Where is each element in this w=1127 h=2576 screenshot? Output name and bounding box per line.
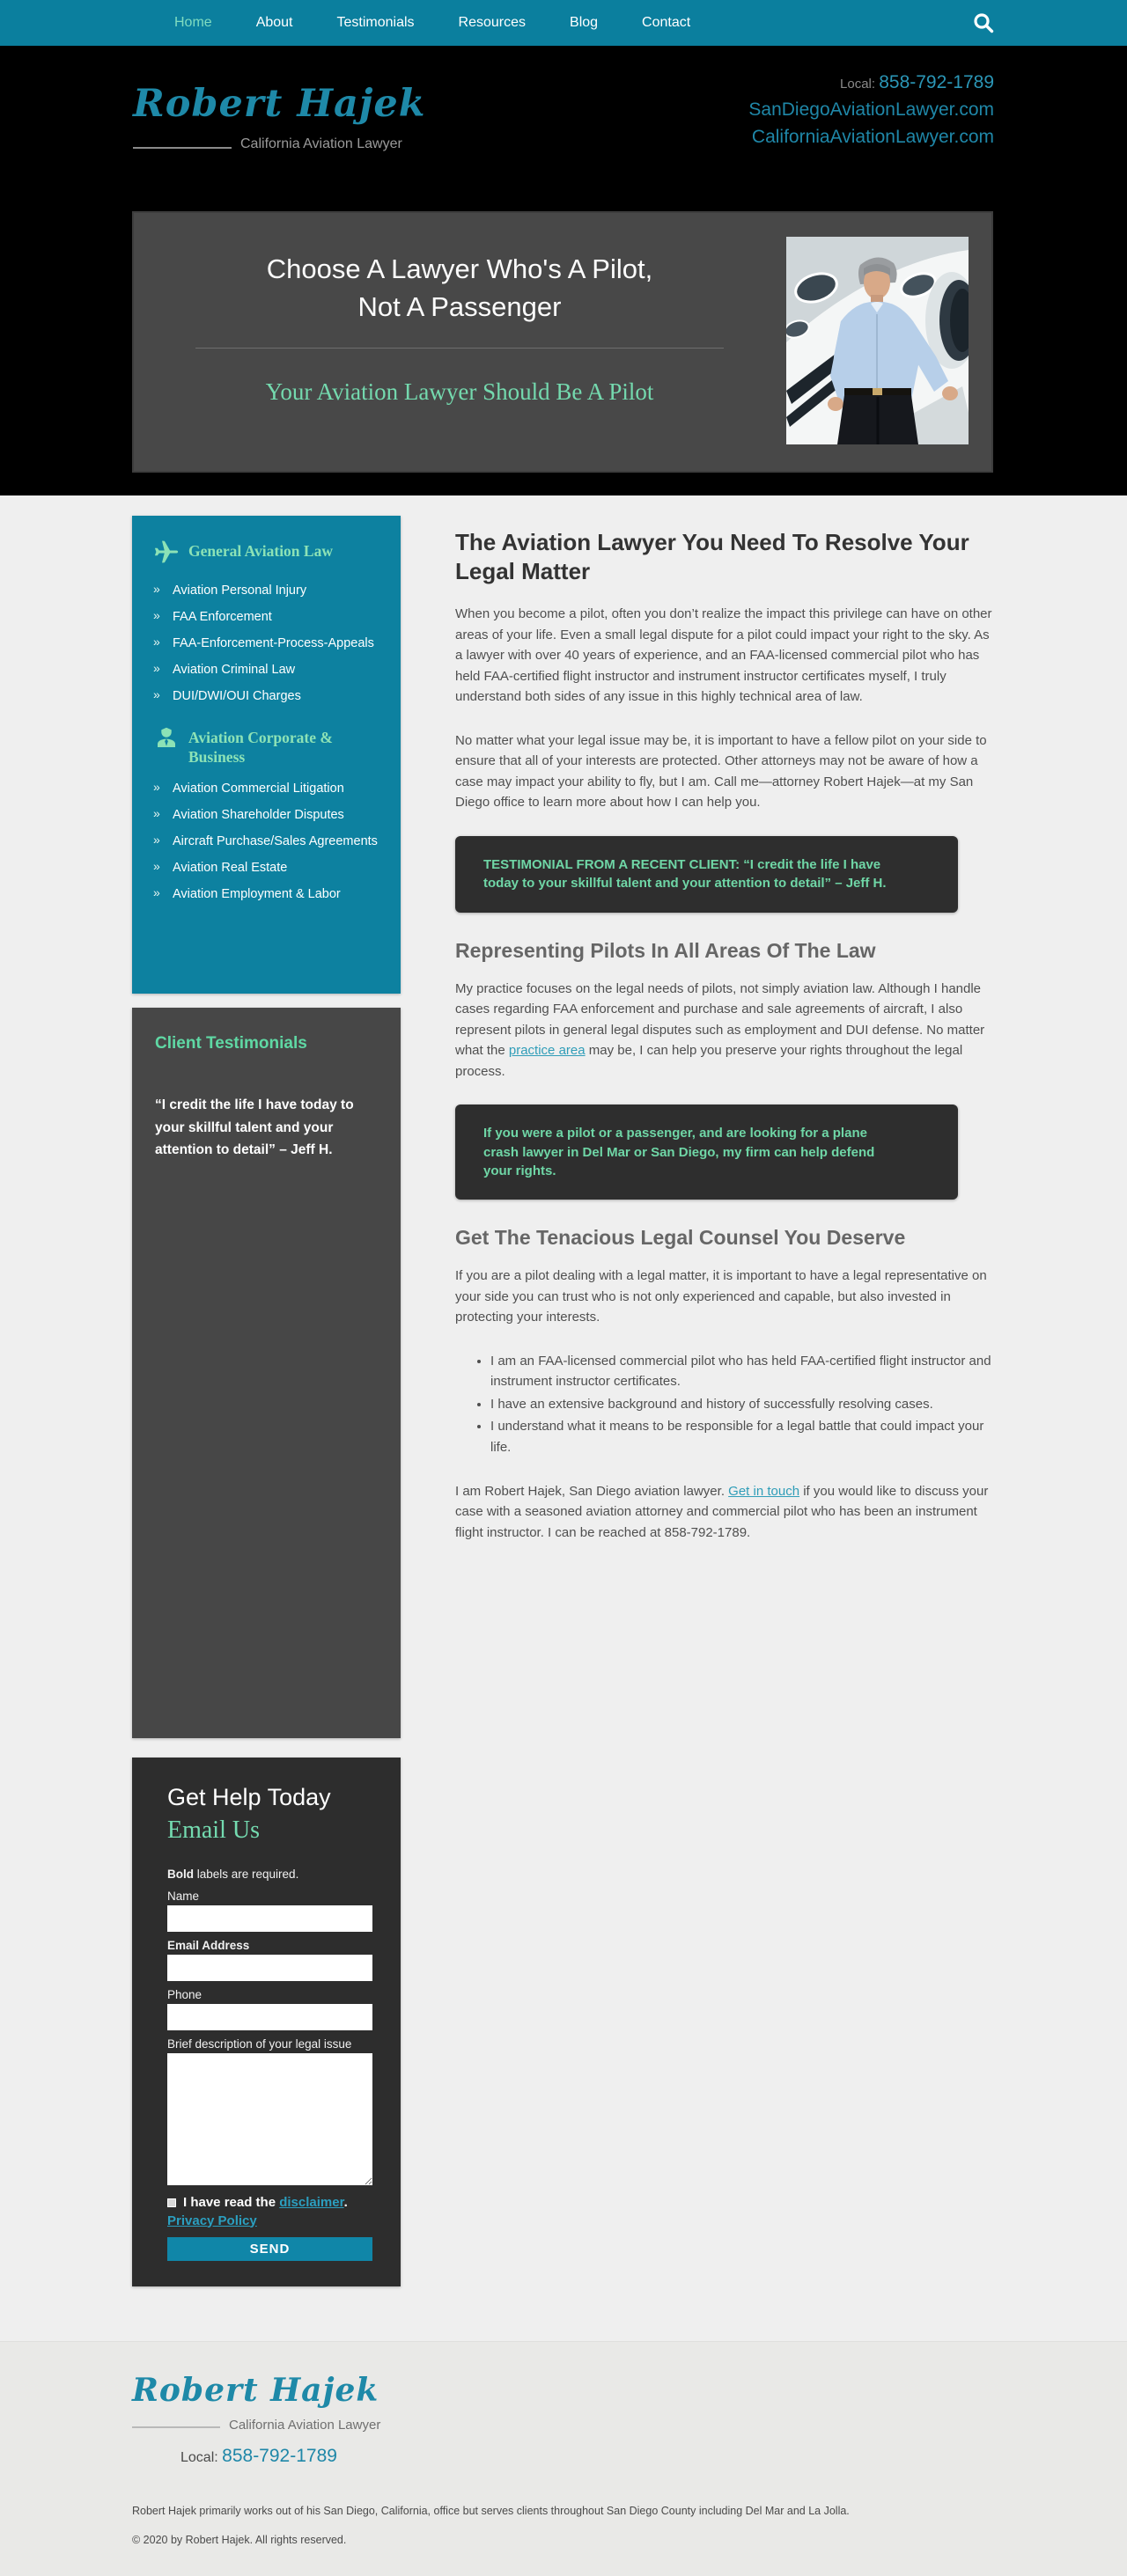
search-icon[interactable]	[972, 11, 995, 34]
logo-tagline: California Aviation Lawyer	[240, 136, 402, 151]
practice-area-link[interactable]: practice area	[508, 1043, 586, 1059]
intro-paragraph-1: When you become a pilot, often you don’t realize the impact this privilege can have on other areas of your life. Even a small legal dispute for a pilot could impact your right to the sky. As a lawyer with over 40 years of experience, and an FAA-licensed commercial pilot who has held FAA-certified flight instructor and instrument instructor certificates myself, I truly understand both sides of any issue in this highly technical area of law.	[455, 606, 992, 705]
nav-link-contact[interactable]: Contact	[642, 15, 691, 30]
phone-line	[748, 72, 994, 93]
domain-sandiego[interactable]: SanDiegoAviationLawyer.com	[748, 99, 994, 120]
sidebar-item-commercial-litigation[interactable]: » Aviation Commercial Litigation	[153, 780, 383, 798]
sidebar-item-personal-injury[interactable]: » Aviation Personal Injury	[153, 582, 383, 600]
chevron-bullet: »	[153, 779, 160, 794]
footer-logo-underline	[132, 2426, 220, 2428]
footer-phone-line	[180, 2446, 337, 2467]
logo-name: Robert Hajek	[133, 82, 426, 126]
disclaimer-checkbox[interactable]	[167, 2198, 176, 2207]
site-logo[interactable]	[133, 82, 512, 151]
hero-title	[151, 250, 768, 327]
sidebar-item-criminal-law[interactable]: » Aviation Criminal Law	[153, 661, 383, 679]
sidebar	[132, 516, 401, 2286]
top-navigation	[0, 0, 1127, 46]
header-contact	[748, 72, 994, 148]
chevron-bullet: »	[153, 635, 160, 650]
footer-logo[interactable]	[132, 2372, 511, 2433]
footer-disclaimer: Robert Hajek primarily works out of his San Diego, California, office but serves clients throughout San Diego County including Del Mar and La Jolla.	[132, 2505, 850, 2517]
counsel-paragraph: If you are a pilot dealing with a legal matter, it is important to have a legal representative on your side you can trust who is not only experienced and capable, but also invested in protecting your interests.	[455, 1268, 987, 1325]
nav-menu	[158, 2, 718, 44]
form-subtitle: Email Us	[167, 1816, 260, 1844]
credentials-list	[490, 1351, 993, 1458]
section-heading-counsel: Get The Tenacious Legal Counsel You Deserve	[455, 1226, 906, 1250]
disclaimer-link[interactable]: disclaimer	[279, 2195, 344, 2210]
nav-item-testimonials[interactable]	[321, 2, 431, 44]
crash-lawyer-callout-box	[455, 1105, 958, 1200]
hero-divider	[195, 348, 724, 349]
chevron-bullet: »	[153, 858, 160, 873]
chevron-bullet: »	[153, 884, 160, 899]
nav-item-about[interactable]	[240, 2, 309, 44]
hero-text	[151, 213, 768, 406]
chevron-bullet: »	[153, 608, 160, 623]
description-label: Brief description of your legal issue	[167, 2037, 352, 2051]
sidebar-section-title: General Aviation Law	[188, 542, 333, 560]
site-footer	[0, 2341, 1127, 2576]
corporate-business-links	[153, 780, 383, 904]
name-label: Name	[167, 1890, 200, 1903]
description-field[interactable]	[167, 2053, 372, 2185]
footer-logo-name: Robert Hajek	[132, 2372, 379, 2409]
representing-paragraph: My practice focuses on the legal needs of pilots, not simply aviation law. Although I handle cases regarding FAA enforcement and purchase and sale agreements of aircraft, I also represent pilots in general legal disputes such as employment and DUI defense. No matter what the practice area may be, I can help you preserve your rights throughout the legal process.	[455, 980, 985, 1079]
sidebar-item-employment-labor[interactable]: » Aviation Employment & Labor	[153, 885, 383, 904]
nav-item-home[interactable]	[158, 2, 228, 44]
airplane-icon	[153, 539, 188, 569]
sidebar-section-general-aviation	[153, 539, 383, 569]
chevron-bullet: »	[153, 805, 160, 820]
credential-item: • I am an FAA-licensed commercial pilot who has held FAA-certified flight instructor and instrument instructor certificates.	[490, 1351, 993, 1392]
footer-logo-tagline: California Aviation Lawyer	[229, 2418, 381, 2433]
nav-item-blog[interactable]	[554, 2, 614, 44]
form-title: Get Help Today	[167, 1784, 331, 1810]
nav-link-home[interactable]: Home	[174, 15, 212, 30]
businessman-icon	[153, 725, 188, 756]
domain-california[interactable]: CaliforniaAviationLawyer.com	[751, 127, 994, 147]
sidebar-item-faa-process-appeals[interactable]: » FAA-Enforcement-Process-Appeals	[153, 635, 383, 653]
privacy-row	[167, 2213, 372, 2228]
chevron-bullet: »	[153, 832, 160, 847]
closing-paragraph: I am Robert Hajek, San Diego aviation lawyer. Get in touch if you would like to discuss your case with a seasoned aviation attorney and commercial pilot who has been an instrument flight instructor. I can be reached at 858-792-1789.	[455, 1483, 989, 1540]
contact-form-box	[132, 1758, 401, 2286]
logo-underline	[133, 147, 232, 149]
testimonial-quote: “I credit the life I have today to your skillful talent and your attention to detail” – Jeff H.	[155, 1097, 354, 1158]
credential-item: • I understand what it means to be responsible for a legal battle that could impact your life.	[490, 1416, 993, 1457]
main-content	[455, 528, 993, 1566]
chevron-bullet: »	[153, 687, 160, 702]
testimonials-title: Client Testimonials	[155, 1034, 307, 1053]
disclaimer-row: I have read the disclaimer.	[167, 2194, 372, 2212]
sidebar-item-faa-enforcement[interactable]: » FAA Enforcement	[153, 608, 383, 627]
site-header	[0, 46, 1127, 495]
phone-number[interactable]: 858-792-1789	[879, 72, 994, 92]
intro-paragraph-2: No matter what your legal issue may be, it is important to have a fellow pilot on your side to ensure that all of your interests are protected. Other attorneys may not be aware of how a case may impact your ability to fly, but I am. Call me—attorney Robert Hajek—at my San Diego office to learn more about how I can help you.	[455, 732, 987, 811]
get-in-touch-link[interactable]: Get in touch	[728, 1483, 800, 1499]
general-aviation-links	[153, 582, 383, 706]
email-field[interactable]	[167, 1955, 372, 1981]
sidebar-section-corporate-business	[153, 725, 383, 767]
practice-areas-nav	[132, 516, 401, 994]
section-heading-representing: Representing Pilots In All Areas Of The Law	[455, 938, 876, 962]
chevron-bullet: »	[153, 582, 160, 596]
send-button[interactable]: SEND	[167, 2237, 372, 2261]
sidebar-item-dui-charges[interactable]: » DUI/DWI/OUI Charges	[153, 687, 383, 706]
required-note: Bold labels are required.	[167, 1868, 299, 1881]
hero-title-line1: Choose A Lawyer Who's A Pilot,	[266, 253, 653, 284]
nav-item-contact[interactable]	[626, 2, 706, 44]
credential-item: • I have an extensive background and history of successfully resolving cases.	[490, 1394, 993, 1415]
nav-link-resources[interactable]: Resources	[458, 15, 527, 30]
hero-subtitle: Your Aviation Lawyer Should Be A Pilot	[265, 378, 654, 405]
nav-link-testimonials[interactable]: Testimonials	[336, 15, 415, 30]
page-title: The Aviation Lawyer You Need To Resolve Your Legal Matter	[455, 529, 969, 585]
client-testimonials-box	[132, 1008, 401, 1738]
nav-link-about[interactable]: About	[255, 15, 293, 30]
crash-lawyer-callout-text: If you were a pilot or a passenger, and are looking for a plane crash lawyer in Del Mar or San Diego, my firm can help defend your rights.	[483, 1126, 875, 1178]
privacy-policy-link[interactable]: Privacy Policy	[167, 2213, 257, 2228]
chevron-bullet: »	[153, 661, 160, 676]
phone-field[interactable]	[167, 2004, 372, 2030]
attorney-photo	[786, 237, 969, 444]
nav-item-resources[interactable]	[443, 2, 541, 44]
sidebar-item-shareholder-disputes[interactable]: » Aviation Shareholder Disputes	[153, 806, 383, 825]
name-field[interactable]	[167, 1905, 372, 1932]
sidebar-item-real-estate[interactable]: » Aviation Real Estate	[153, 859, 383, 877]
phone-label: Phone	[167, 1988, 203, 2001]
local-label: Local:	[840, 77, 876, 92]
hero-banner	[132, 211, 993, 473]
testimonial-callout-box	[455, 836, 958, 913]
footer-phone-number[interactable]: 858-792-1789	[222, 2446, 337, 2466]
footer-local-label: Local:	[180, 2450, 218, 2465]
email-label: Email Address	[167, 1939, 250, 1952]
nav-link-blog[interactable]: Blog	[570, 15, 599, 30]
sidebar-section-title: Aviation Corporate & Business	[188, 729, 333, 766]
footer-copyright: © 2020 by Robert Hajek. All rights reserved.	[132, 2534, 347, 2546]
hero-title-line2: Not A Passenger	[357, 291, 562, 323]
sidebar-item-purchase-sales[interactable]: » Aircraft Purchase/Sales Agreements	[153, 833, 383, 851]
testimonial-callout-text: TESTIMONIAL FROM A RECENT CLIENT: “I credit the life I have today to your skillful talent and your attention to detail” – Jeff H.	[483, 856, 887, 892]
page-body	[0, 495, 1127, 2341]
